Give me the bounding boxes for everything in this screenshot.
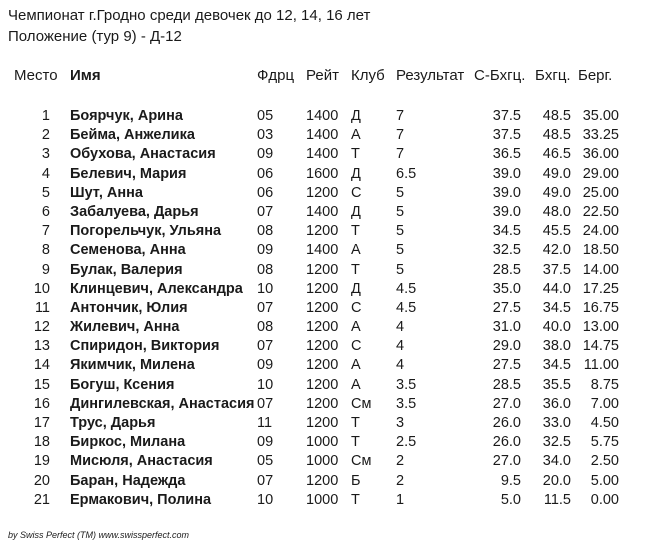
cbh-cell: 5.0 [500, 491, 521, 508]
score-cell: 7 [396, 146, 405, 163]
table-row [0, 184, 650, 203]
score-cell: 3.5 [396, 376, 417, 393]
score-cell: 7 [396, 108, 405, 124]
berg-cell: 22.50 [582, 203, 619, 220]
berg-cell: 2.50 [590, 453, 619, 470]
cbh-cell: 27.0 [492, 395, 521, 412]
name-cell: Жилевич, Анна [70, 319, 180, 336]
header-name: Имя [70, 67, 101, 84]
club-cell: Д [351, 203, 361, 220]
bh-cell: 34.0 [542, 453, 571, 470]
club-cell: Т [351, 434, 360, 451]
rating-cell: 1200 [306, 223, 339, 240]
table-row [0, 165, 650, 184]
name-cell: Мисюля, Анастасия [70, 453, 213, 470]
score-cell: 2 [396, 472, 405, 489]
place-cell: 21 [33, 491, 50, 508]
cbh-cell: 35.0 [492, 280, 521, 297]
score-cell: 5 [396, 261, 405, 278]
table-row [0, 241, 650, 260]
place-cell: 2 [41, 127, 50, 144]
berg-cell: 14.00 [582, 261, 619, 278]
bh-cell: 49.0 [542, 184, 571, 201]
score-cell: 3.5 [396, 395, 417, 412]
cbh-cell: 28.5 [492, 261, 521, 278]
club-cell: А [351, 127, 361, 144]
cbh-cell: 39.0 [492, 184, 521, 201]
fed-cell: 08 [257, 261, 274, 278]
cbh-cell: 34.5 [492, 223, 521, 240]
club-cell: Д [351, 280, 361, 297]
score-cell: 6.5 [396, 165, 417, 182]
table-row [0, 222, 650, 241]
bh-cell: 34.5 [542, 299, 571, 316]
fed-cell: 07 [257, 472, 274, 489]
rating-cell: 1200 [306, 299, 339, 316]
place-cell: 11 [34, 299, 50, 316]
place-cell: 18 [33, 434, 50, 451]
bh-cell: 48.5 [542, 108, 571, 124]
club-cell: См [351, 453, 372, 470]
table-row [0, 395, 650, 414]
score-cell: 4 [396, 319, 405, 336]
name-cell: Боярчук, Арина [70, 108, 183, 124]
club-cell: А [351, 376, 361, 393]
rating-cell: 1200 [306, 184, 339, 201]
table-row [0, 472, 650, 491]
bh-cell: 48.0 [542, 203, 571, 220]
place-cell: 13 [33, 338, 50, 355]
name-cell: Забалуева, Дарья [70, 203, 199, 220]
place-cell: 6 [41, 203, 50, 220]
place-cell: 5 [41, 184, 50, 201]
table-row [0, 318, 650, 337]
place-cell: 3 [41, 146, 50, 163]
name-cell: Антончик, Юлия [70, 299, 188, 316]
rating-cell: 1200 [306, 357, 339, 374]
name-cell: Ермакович, Полина [70, 491, 212, 508]
score-cell: 5 [396, 184, 405, 201]
fed-cell: 10 [257, 280, 274, 297]
score-cell: 3 [396, 415, 405, 431]
berg-cell: 14.75 [582, 338, 619, 355]
place-cell: 15 [33, 376, 50, 393]
berg-cell: 29.00 [582, 165, 619, 182]
header-club: Клуб [351, 67, 385, 84]
name-cell: Спиридон, Виктория [70, 338, 220, 355]
berg-cell: 7.00 [590, 395, 619, 412]
fed-cell: 05 [257, 453, 274, 470]
score-cell: 1 [396, 491, 405, 508]
club-cell: А [351, 357, 361, 374]
bh-cell: 33.0 [542, 415, 571, 431]
fed-cell: 08 [257, 319, 274, 336]
place-cell: 7 [41, 223, 50, 240]
cbh-cell: 26.0 [492, 434, 521, 451]
name-cell: Биркос, Милана [70, 434, 186, 451]
header-place: Место [14, 67, 58, 84]
rating-cell: 1400 [306, 242, 339, 259]
name-cell: Клинцевич, Александра [70, 280, 243, 297]
footer-credit: by Swiss Perfect (TM) www.swissperfect.com [8, 530, 190, 540]
fed-cell: 09 [257, 146, 274, 163]
header-fed: Фдрц [257, 67, 295, 84]
rating-cell: 1000 [306, 453, 339, 470]
club-cell: Т [351, 261, 360, 278]
cbh-cell: 27.0 [492, 453, 521, 470]
fed-cell: 07 [257, 338, 274, 355]
table-row [0, 280, 650, 299]
place-cell: 4 [41, 165, 50, 182]
club-cell: С [351, 184, 362, 201]
berg-cell: 8.75 [590, 376, 619, 393]
name-cell: Белевич, Мария [70, 165, 187, 182]
score-cell: 4.5 [396, 299, 417, 316]
place-cell: 17 [33, 415, 50, 431]
rating-cell: 1200 [306, 261, 339, 278]
fed-cell: 09 [257, 357, 274, 374]
berg-cell: 25.00 [582, 184, 619, 201]
table-row [0, 414, 650, 433]
bh-cell: 42.0 [542, 242, 571, 259]
bh-cell: 46.5 [542, 146, 571, 163]
rating-cell: 1000 [306, 434, 339, 451]
name-cell: Бейма, Анжелика [70, 127, 195, 144]
fed-cell: 11 [257, 415, 273, 431]
table-row [0, 356, 650, 375]
place-cell: 1 [41, 108, 50, 124]
fed-cell: 06 [257, 165, 274, 182]
club-cell: С [351, 299, 362, 316]
fed-cell: 10 [257, 491, 274, 508]
rating-cell: 1400 [306, 127, 339, 144]
rating-cell: 1200 [306, 376, 339, 393]
club-cell: А [351, 242, 361, 259]
bh-cell: 38.0 [542, 338, 571, 355]
berg-cell: 24.00 [582, 223, 619, 240]
name-cell: Обухова, Анастасия [70, 146, 216, 163]
berg-cell: 17.25 [582, 280, 619, 297]
table-row [0, 261, 650, 280]
cbh-cell: 37.5 [492, 108, 521, 124]
score-cell: 4 [396, 338, 405, 355]
club-cell: Т [351, 415, 360, 431]
berg-cell: 5.00 [590, 472, 619, 489]
rating-cell: 1600 [306, 165, 339, 182]
table-row [0, 126, 650, 145]
fed-cell: 09 [257, 434, 274, 451]
fed-cell: 07 [257, 395, 274, 412]
table-row [0, 433, 650, 452]
club-cell: С [351, 338, 362, 355]
club-cell: Д [351, 165, 361, 182]
cbh-cell: 28.5 [492, 376, 521, 393]
bh-cell: 11.5 [543, 491, 571, 508]
table-row [0, 145, 650, 164]
club-cell: Т [351, 223, 360, 240]
rating-cell: 1200 [306, 395, 339, 412]
cbh-cell: 39.0 [492, 165, 521, 182]
berg-cell: 11.00 [583, 357, 619, 374]
place-cell: 19 [33, 453, 50, 470]
cbh-cell: 9.5 [500, 472, 521, 489]
cbh-cell: 39.0 [492, 203, 521, 220]
rating-cell: 1200 [306, 338, 339, 355]
cbh-cell: 27.5 [492, 357, 521, 374]
place-cell: 9 [41, 261, 50, 278]
header-rating: Рейт [306, 67, 339, 84]
rating-cell: 1400 [306, 203, 339, 220]
rating-cell: 1200 [306, 415, 339, 431]
table-row [0, 203, 650, 222]
standings-table-body [0, 107, 650, 510]
score-cell: 5 [396, 223, 405, 240]
name-cell: Дингилевская, Анастасия [70, 395, 255, 412]
name-cell: Якимчик, Милена [70, 357, 195, 374]
cbh-cell: 37.5 [492, 127, 521, 144]
rating-cell: 1200 [306, 319, 339, 336]
fed-cell: 03 [257, 127, 274, 144]
bh-cell: 49.0 [542, 165, 571, 182]
bh-cell: 36.0 [542, 395, 571, 412]
score-cell: 4.5 [396, 280, 417, 297]
fed-cell: 07 [257, 203, 274, 220]
name-cell: Богуш, Ксения [70, 376, 175, 393]
berg-cell: 18.50 [582, 242, 619, 259]
berg-cell: 5.75 [590, 434, 619, 451]
table-row [0, 337, 650, 356]
place-cell: 14 [33, 357, 50, 374]
rating-cell: 1400 [306, 108, 339, 124]
fed-cell: 10 [257, 376, 274, 393]
bh-cell: 48.5 [542, 127, 571, 144]
cbh-cell: 27.5 [492, 299, 521, 316]
fed-cell: 09 [257, 242, 274, 259]
score-cell: 2 [396, 453, 405, 470]
berg-cell: 33.25 [582, 127, 619, 144]
berg-cell: 4.50 [590, 415, 619, 431]
name-cell: Шут, Анна [70, 184, 143, 201]
name-cell: Погорельчук, Ульяна [70, 223, 222, 240]
club-cell: Д [351, 108, 361, 124]
rating-cell: 1200 [306, 472, 339, 489]
name-cell: Трус, Дарья [70, 415, 156, 431]
name-cell: Баран, Надежда [70, 472, 186, 489]
table-row [0, 452, 650, 471]
berg-cell: 13.00 [582, 319, 619, 336]
table-row [0, 299, 650, 318]
bh-cell: 44.0 [542, 280, 571, 297]
rating-cell: 1200 [306, 280, 339, 297]
place-cell: 8 [41, 242, 50, 259]
score-cell: 4 [396, 357, 405, 374]
fed-cell: 07 [257, 299, 274, 316]
header-berg: Берг. [578, 67, 613, 84]
score-cell: 2.5 [396, 434, 417, 451]
fed-cell: 08 [257, 223, 274, 240]
berg-cell: 16.75 [582, 299, 619, 316]
bh-cell: 34.5 [542, 357, 571, 374]
header-result: Результат [396, 67, 465, 84]
cbh-cell: 31.0 [492, 319, 521, 336]
place-cell: 12 [33, 319, 50, 336]
berg-cell: 0.00 [590, 491, 619, 508]
bh-cell: 20.0 [542, 472, 571, 489]
name-cell: Семенова, Анна [70, 242, 186, 259]
bh-cell: 32.5 [542, 434, 571, 451]
club-cell: Т [351, 146, 360, 163]
fed-cell: 06 [257, 184, 274, 201]
club-cell: Б [351, 472, 361, 489]
place-cell: 20 [33, 472, 50, 489]
table-row [0, 107, 650, 126]
standings-subtitle: Положение (тур 9) - Д-12 [8, 28, 182, 45]
bh-cell: 40.0 [542, 319, 571, 336]
club-cell: Т [351, 491, 360, 508]
place-cell: 10 [33, 280, 50, 297]
fed-cell: 05 [257, 108, 274, 124]
name-cell: Булак, Валерия [70, 261, 183, 278]
tournament-title: Чемпионат г.Гродно среди девочек до 12, 14, 16 лет [8, 7, 371, 24]
place-cell: 16 [33, 395, 50, 412]
score-cell: 7 [396, 127, 405, 144]
cbh-cell: 29.0 [492, 338, 521, 355]
table-row [0, 491, 650, 510]
table-row [0, 376, 650, 395]
rating-cell: 1400 [306, 146, 339, 163]
cbh-cell: 32.5 [492, 242, 521, 259]
score-cell: 5 [396, 203, 405, 220]
rating-cell: 1000 [306, 491, 339, 508]
bh-cell: 45.5 [542, 223, 571, 240]
berg-cell: 36.00 [582, 146, 619, 163]
bh-cell: 35.5 [542, 376, 571, 393]
cbh-cell: 26.0 [492, 415, 521, 431]
score-cell: 5 [396, 242, 405, 259]
berg-cell: 35.00 [582, 108, 619, 124]
club-cell: См [351, 395, 372, 412]
header-bh: Бхгц. [535, 67, 571, 84]
bh-cell: 37.5 [542, 261, 571, 278]
header-cbh: С-Бхгц. [474, 67, 526, 84]
cbh-cell: 36.5 [492, 146, 521, 163]
club-cell: А [351, 319, 361, 336]
